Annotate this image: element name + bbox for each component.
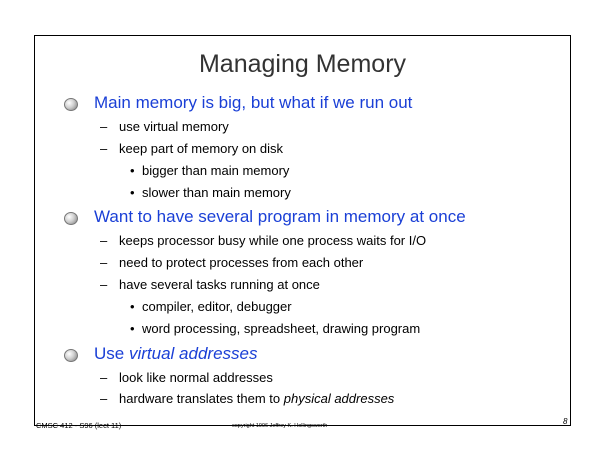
bullet-ball-icon [64,349,78,362]
dash-glyph: – [100,255,108,270]
dash-glyph: – [100,233,108,248]
dash-glyph: – [100,119,108,134]
footer-course: CMSC 412 - S96 (lect 11) [36,421,122,430]
sub-item-text: look like normal addresses [119,370,273,385]
bullet-text-emphasis: virtual addresses [128,344,258,363]
sub-sub-item-text: word processing, spreadsheet, drawing program [142,321,421,336]
footer-copyright: copyright 1996 Jeffrey K. Hollingsworth [232,423,328,429]
small-bullet-icon: • [130,299,135,314]
bullet-text: Main memory is big, but what if we run out [94,93,413,112]
sub-item-text: keep part of memory on disk [119,141,284,156]
bullet-ball-icon [64,212,78,225]
dash-glyph: – [100,370,108,385]
sub-sub-item-text: slower than main memory [142,185,291,200]
small-bullet-icon: • [130,185,135,200]
sub-item-text-prefix: hardware translates them to [119,391,284,406]
small-bullet-icon: • [130,163,135,178]
sub-item-text: keeps processor busy while one process waits for I/O [119,233,427,248]
sub-sub-item-text: compiler, editor, debugger [142,299,292,314]
page-number: 8 [563,417,568,426]
sub-item-text: use virtual memory [119,119,229,134]
slide-title: Managing Memory [198,50,407,78]
sub-sub-item-text: bigger than main memory [142,163,290,178]
sub-item-text: have several tasks running at once [119,277,320,292]
bullet-ball-icon [64,98,78,111]
sub-item-text-emphasis: physical addresses [283,391,395,406]
dash-glyph: – [100,141,108,156]
sub-item-text [119,391,394,406]
bullet-text-prefix: Use [94,344,129,363]
bullet-text: Want to have several program in memory at once [94,207,466,226]
sub-item-text: need to protect processes from each other [119,255,364,270]
bullet-text [94,344,257,364]
dash-glyph: – [100,277,108,292]
dash-glyph: – [100,391,108,406]
small-bullet-icon: • [130,321,135,336]
